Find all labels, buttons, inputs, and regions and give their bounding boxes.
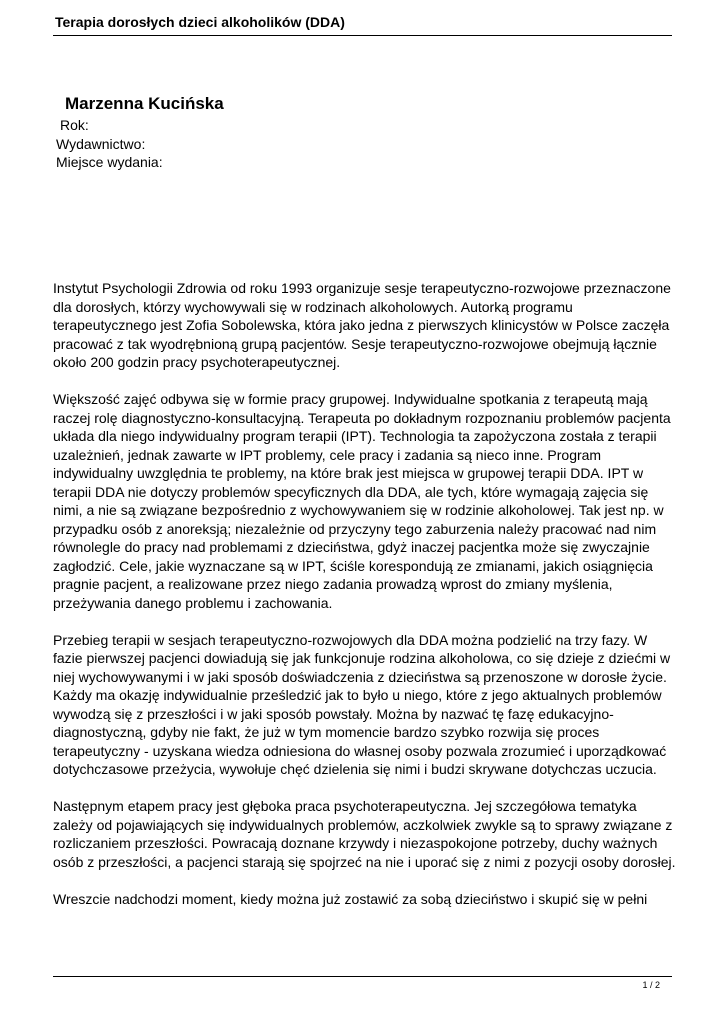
- place-label: Miejsce wydania:: [56, 154, 163, 170]
- publication-meta: [56, 92, 224, 172]
- header-divider: [53, 35, 672, 36]
- publisher-label: Wydawnictwo:: [56, 135, 146, 152]
- author-name: Marzenna Kucińska: [65, 94, 224, 113]
- footer-divider: [53, 976, 672, 977]
- year-label: Rok:: [60, 117, 89, 133]
- paragraph: Wreszcie nadchodzi moment, kiedy można już zostawić za sobą dzieciństwo i skupić się w pełni: [53, 890, 648, 907]
- paragraph: Przebieg terapii w sesjach terapeutyczno-rozwojowych dla DDA można podzielić na trzy fazy. W fazie pierwszej pacjenci dowiadują się jak funkcjonuje rodzina alkoholowa, co się dzieje z dziećmi w niej wychowywanymi i w jaki sposób doświadczenia z dzieciństwa są przenoszone w dorosłe życie. Każdy ma okazję indywidualnie prześledzić jak to było u niego, które z jego aktualnych problemów wywodzą się z przeszłości i w jaki sposób powstały. Można by nazwać tę fazę edukacyjno-diagnostyczną, gdyby nie fakt, że już w tym momencie bardzo szybko rozwija się proces terapeutyczny - uzyskana wiedza odniesiona do własnej osoby pozwala zrozumieć i uporządkować dotychczasowe przeżycia, wywołuje chęć dzielenia się nimi i budzi skrywane dotychczas uczucia.: [53, 631, 671, 777]
- article-body: [53, 279, 678, 927]
- paragraph: Instytut Psychologii Zdrowia od roku 1993 organizuje sesje terapeutyczno-rozwojowe przeznaczone dla dorosłych, którzy wychowywali się w rodzinach alkoholowych. Autorką programu terapeutycznego jest Zofia Sobolewska, która jako jedna z pierwszych klinicystów w Polsce zaczęła pracować z tak wyodrębnioną grupą pacjentów. Sesje terapeutyczno-rozwojowe obejmują łącznie około 200 godzin pracy psychoterapeutycznej.: [53, 280, 671, 370]
- page-number: 1 / 2: [642, 980, 660, 990]
- document-header-title: Terapia dorosłych dzieci alkoholików (DDA): [55, 14, 345, 30]
- paragraph: Następnym etapem pracy jest głęboka praca psychoterapeutyczna. Jej szczegółowa tematyka zależy od pojawiających się indywidualnych problemów, aczkolwiek zwykle są to sprawy związane z rozliczaniem przeszłości. Powracają doznane krzywdy i niezaspokojone potrzeby, duchy ważnych osób z przeszłości, a pacjenci starają się spojrzeć na nie i uporać się z nimi z pozycji osoby dorosłej.: [53, 798, 676, 870]
- paragraph: Większość zajęć odbywa się w formie pracy grupowej. Indywidualne spotkania z terapeutą mają raczej rolę diagnostyczno-konsultacyjną. Terapeuta po dokładnym rozpoznaniu problemów pacjenta układa dla niego indywidualny program terapii (IPT). Technologia ta zapożyczona została z terapii uzależnień, jednak zawarte w IPT problemy, cele pracy i zadania są nieco inne. Program indywidualny uwzględnia te problemy, na które brak jest miejsca w grupowej terapii DDA. IPT w terapii DDA nie dotyczy problemów specyficznych dla DDA, ale tych, które wymagają zajęcia się nimi, a nie są związane bezpośrednio z wychowywaniem się w rodzinie alkoholowej. Tak jest np. w przypadku osób z anoreksją; niezależnie od przyczyny tego zaburzenia należy pracować nad nim równolegle do pracy nad problemami z dzieciństwa, gdyż inaczej pacjentka może się zwyczajnie zagłodzić. Cele, jakie wyznaczane są w IPT, ściśle korespondują ze zmianami, jakich osiągnięcia pragnie pacjent, a realizowane przez niego zadania prowadzą wprost do zmiany myślenia, przeżywania danego problemu i zachowania.: [53, 391, 671, 611]
